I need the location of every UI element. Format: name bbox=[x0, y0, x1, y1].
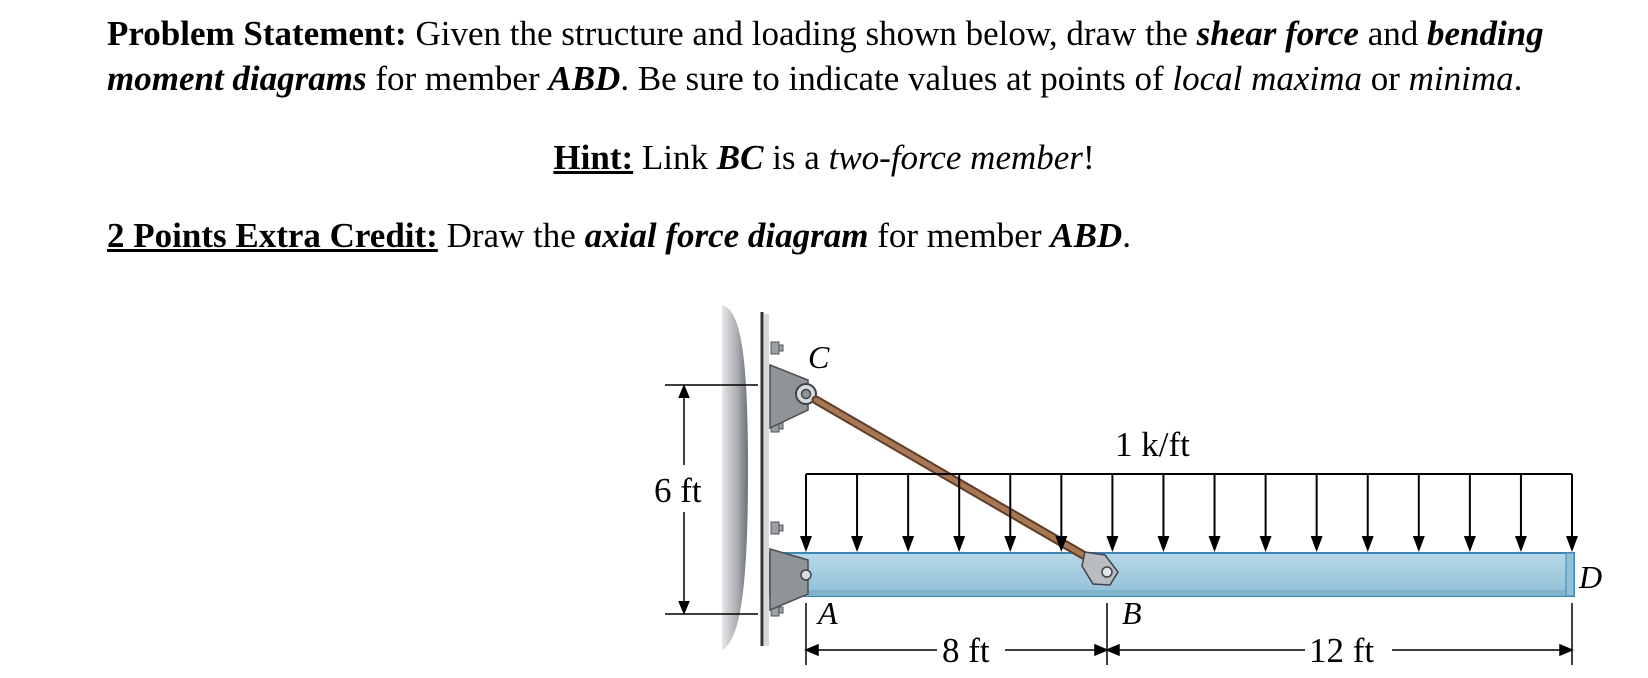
problem-text-6: . bbox=[1513, 59, 1523, 98]
load-arrow-head bbox=[1566, 536, 1578, 552]
load-arrow-head bbox=[1362, 536, 1374, 552]
load-arrow-head bbox=[1157, 536, 1169, 552]
hint-text-1: Link bbox=[633, 138, 717, 177]
problem-text-4: . Be sure to indicate values at points of bbox=[620, 59, 1173, 98]
load-arrow-head bbox=[1260, 536, 1272, 552]
problem-text-3: for member bbox=[366, 59, 549, 98]
extra-credit-text-1: Draw the bbox=[437, 216, 585, 255]
load-arrow-head bbox=[1209, 536, 1221, 552]
height-label: 6 ft bbox=[654, 471, 702, 510]
bending-moment-term: bending moment diagrams bbox=[107, 14, 1544, 98]
member-name: ABD bbox=[548, 59, 621, 98]
load-arrow-head bbox=[1413, 536, 1425, 552]
extra-member-name: ABD bbox=[1050, 216, 1123, 255]
dim-bd-label: 12 ft bbox=[1309, 631, 1375, 670]
axial-force-term: axial force diagram bbox=[584, 216, 869, 255]
wall bbox=[722, 305, 769, 650]
load-arrow-head bbox=[1515, 536, 1527, 552]
load-arrow-head bbox=[1106, 536, 1118, 552]
label-d: D bbox=[1579, 559, 1603, 595]
load-arrow-head bbox=[1004, 536, 1016, 552]
problem-label: Problem Statement: bbox=[107, 14, 407, 53]
hint-text-2: is a bbox=[763, 138, 829, 177]
load-arrow-head bbox=[1311, 536, 1323, 552]
extra-credit-label: 2 Points Extra Credit: bbox=[107, 216, 438, 255]
load-label: 1 k/ft bbox=[1115, 425, 1190, 464]
label-a: A bbox=[818, 595, 838, 631]
load-arrow-head bbox=[851, 536, 863, 552]
load-arrow-head bbox=[953, 536, 965, 552]
dim-ab-label: 8 ft bbox=[942, 631, 990, 670]
load-arrow-head bbox=[1464, 536, 1476, 552]
hint-text-3: ! bbox=[1082, 138, 1095, 177]
shear-force-term: shear force bbox=[1196, 14, 1359, 53]
problem-text-5: or bbox=[1361, 59, 1409, 98]
two-force-member-term: two-force member bbox=[828, 138, 1083, 177]
load-arrow-head bbox=[902, 536, 914, 552]
problem-text-2: and bbox=[1358, 14, 1427, 53]
beam-abd bbox=[770, 553, 1574, 596]
load-arrow-head bbox=[800, 536, 812, 552]
minima-term: minima bbox=[1408, 59, 1514, 98]
distributed-load bbox=[800, 474, 1578, 552]
label-c: C bbox=[808, 339, 830, 375]
extra-credit-text-3: . bbox=[1122, 216, 1131, 255]
span-dimensions bbox=[806, 603, 1572, 665]
local-maxima-term: local maxima bbox=[1172, 59, 1362, 98]
hint-label: Hint: bbox=[553, 138, 634, 177]
problem-text-1: Given the structure and loading shown below, draw the bbox=[406, 14, 1197, 53]
link-name: BC bbox=[716, 138, 764, 177]
extra-credit-text-2: for member bbox=[868, 216, 1051, 255]
label-b: B bbox=[1122, 595, 1142, 631]
